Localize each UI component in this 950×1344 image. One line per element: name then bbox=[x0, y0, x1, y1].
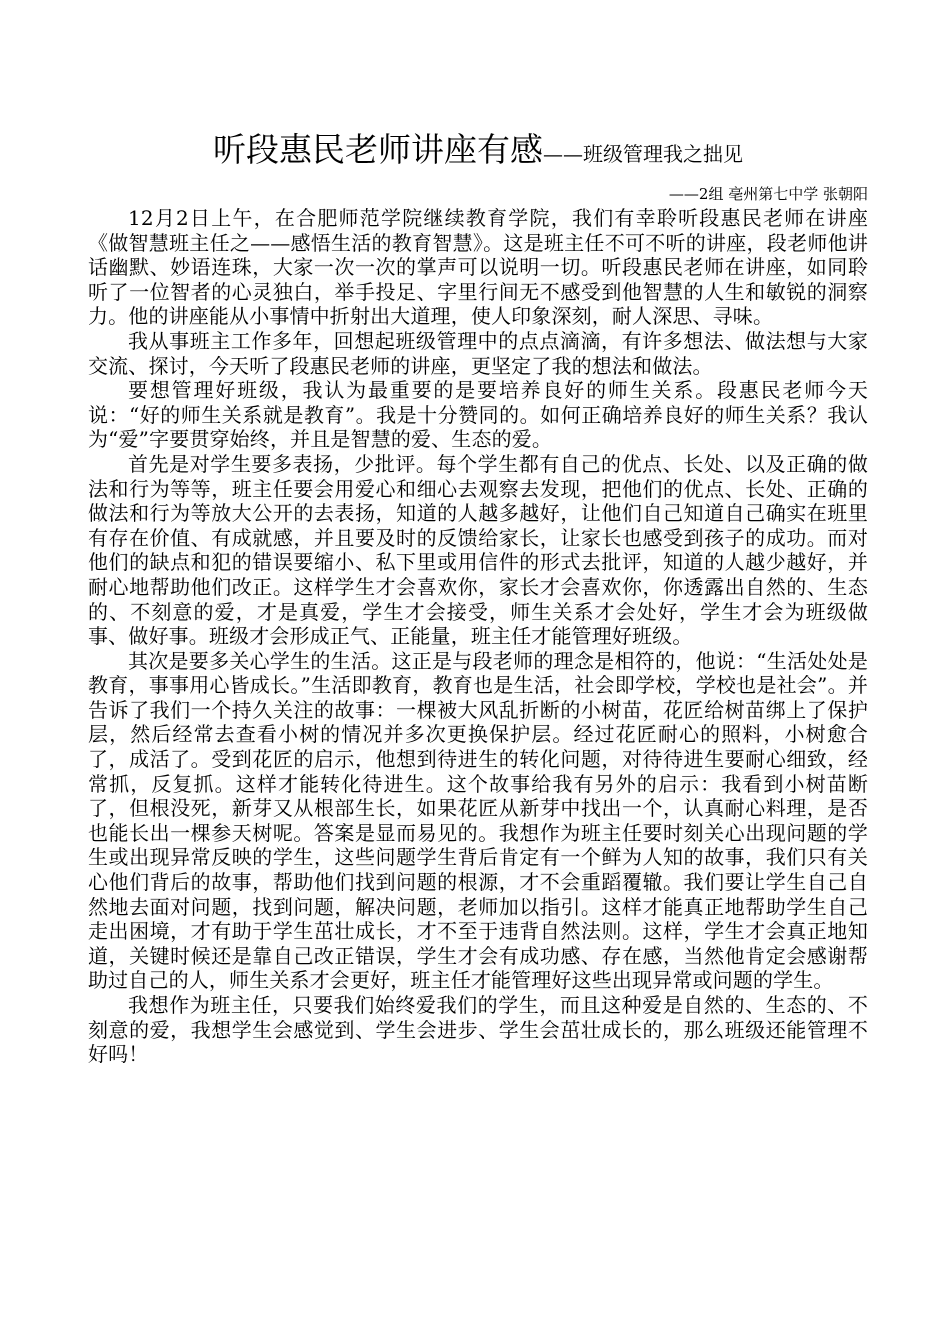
document-body bbox=[88, 206, 868, 1067]
paragraph: 其次是要多关心学生的生活。这正是与段老师的理念是相符的，他说：“生活处处是教育，事事用心皆成长。”生活即教育，教育也是生活，社会即学校，学校也是社会”。并告诉了我们一个持久关注的故事：一棵被大风乱折断的小树苗，花匠给树苗绑上了保护层，然后经常去查看小树的情况并多次更换保护层。经过花匠耐心的照料，小树愈合了，成活了。受到花匠的启示，他想到待进生的转化问题，对待待进生要耐心细致，经常抓，反复抓。这样才能转化待进生。这个故事给我有另外的启示：我看到小树苗断了，但根没死，新芽又从根部生长，如果花匠从新芽中找出一个，认真耐心料理，是否也能长出一棵参天树呢。答案是显而易见的。我想作为班主任要时刻关心出现问题的学生或出现异常反映的学生，这些问题学生背后肯定有一个鲜为人知的故事，我们只有关心他们背后的故事，帮助他们找到问题的根源，才不会重蹈覆辙。我们要让学生自己自然地去面对问题，找到问题，解决问题，老师加以指引。这样才能真正地帮助学生自己走出困境，才有助于学生茁壮成长，才不至于违背自然法则。这样，学生才会真正地知道，关键时候还是靠自己改正错误，学生才会有成功感、存在感，当然他肯定会感谢帮助过自己的人，师生关系才会更好，班主任才能管理好这些出现异常或问题的学生。 bbox=[88, 648, 868, 993]
document-page bbox=[88, 128, 868, 1067]
document-subtitle: ——班级管理我之拙见 bbox=[543, 142, 743, 166]
paragraph: 我想作为班主任，只要我们始终爱我们的学生，而且这种爱是自然的、生态的、不刻意的爱，我想学生会感觉到、学生会进步、学生会茁壮成长的，那么班级还能管理不好吗！ bbox=[88, 993, 868, 1067]
paragraph: 12月2日上午，在合肥师范学院继续教育学院，我们有幸聆听段惠民老师在讲座《做智慧班主任之——感悟生活的教育智慧》。这是班主任不可不听的讲座，段老师他讲话幽默、妙语连珠，大家一次一次的掌声可以说明一切。听段惠民老师在讲座，如同聆听了一位智者的心灵独白，举手投足、字里行间无不感受到他智慧的人生和敏锐的洞察力。他的讲座能从小事情中折射出大道理，使人印象深刻，耐人深思、寻味。 bbox=[88, 206, 868, 329]
paragraph: 我从事班主工作多年，回想起班级管理中的点点滴滴，有许多想法、做法想与大家交流、探讨，今天听了段惠民老师的讲座，更坚定了我的想法和做法。 bbox=[88, 328, 868, 378]
paragraph: 要想管理好班级，我认为最重要的是要培养良好的师生关系。段惠民老师今天说：“好的师生关系就是教育”。我是十分赞同的。如何正确培养良好的师生关系？我认为“爱”字要贯穿始终，并且是智慧的爱、生态的爱。 bbox=[88, 378, 868, 452]
paragraph: 首先是对学生要多表扬，少批评。每个学生都有自己的优点、长处、以及正确的做法和行为等等，班主任要会用爱心和细心去观察去发现，把他们的优点、长处、正确的做法和行为等放大公开的去表扬，知道的人越多越好，让他们自己知道自己确实在班里有存在价值、有成就感，并且要及时的反馈给家长，让家长也感受到孩子的成功。而对他们的缺点和犯的错误要缩小、私下里或用信件的形式去批评，知道的人越少越好，并耐心地帮助他们改正。这样学生才会喜欢你，家长才会喜欢你，你透露出自然的、生态的、不刻意的爱，才是真爱，学生才会接受，师生关系才会处好，学生才会为班级做事、做好事。班级才会形成正气、正能量，班主任才能管理好班级。 bbox=[88, 451, 868, 649]
author-line: ——2组 亳州第七中学 张朝阳 bbox=[668, 185, 868, 203]
title-line bbox=[88, 128, 868, 178]
document-title: 听段惠民老师讲座有感 bbox=[213, 130, 543, 169]
